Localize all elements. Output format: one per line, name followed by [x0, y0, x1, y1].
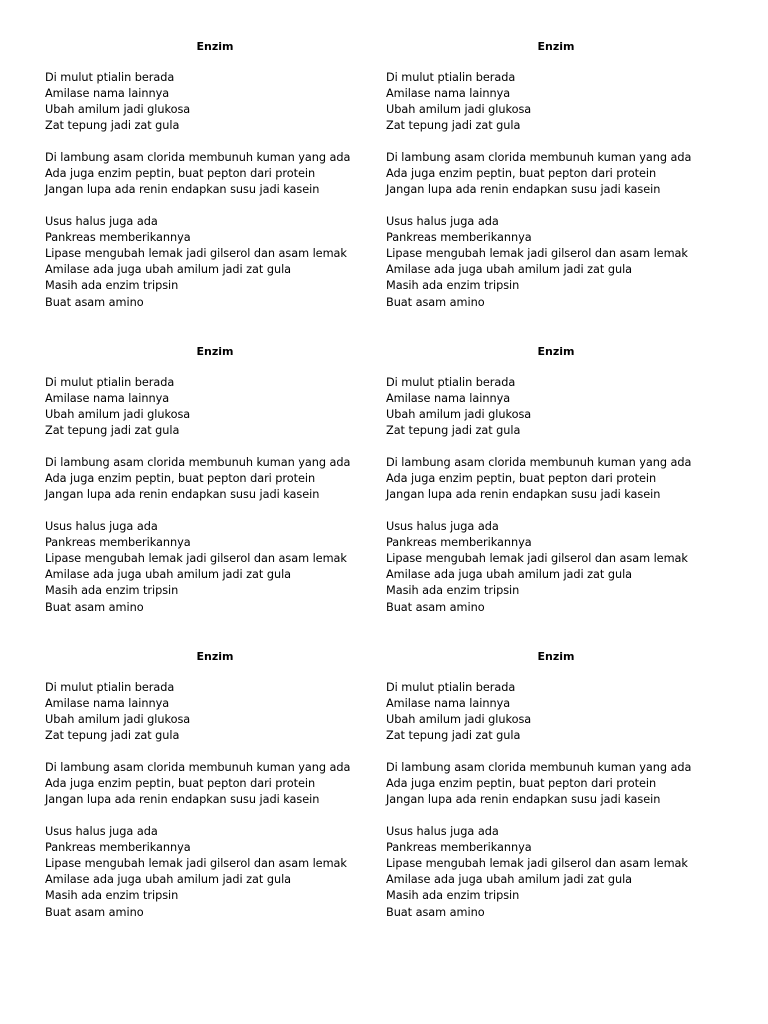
lyric-line: Jangan lupa ada renin endapkan susu jadi kasein: [45, 488, 320, 501]
lyric-line: Lipase mengubah lemak jadi gilserol dan asam lemak: [386, 857, 688, 870]
lyric-line: Pankreas memberikannya: [45, 841, 191, 854]
lyric-line: Jangan lupa ada renin endapkan susu jadi kasein: [386, 793, 661, 806]
lyric-line: Ada juga enzim peptin, buat pepton dari protein: [386, 472, 657, 485]
lyric-line: Ada juga enzim peptin, buat pepton dari protein: [386, 167, 657, 180]
lyric-line: Jangan lupa ada renin endapkan susu jadi kasein: [386, 183, 661, 196]
lyric-line: Pankreas memberikannya: [45, 231, 191, 244]
lyric-line: Pankreas memberikannya: [386, 536, 532, 549]
lyric-line: Masih ada enzim tripsin: [45, 889, 179, 902]
lyric-line: Amilase ada juga ubah amilum jadi zat gula: [386, 873, 633, 886]
lyric-line: Di mulut ptialin berada: [386, 681, 516, 694]
lyric-line: Lipase mengubah lemak jadi gilserol dan asam lemak: [45, 857, 347, 870]
lyric-line: Di lambung asam clorida membunuh kuman yang ada: [386, 151, 692, 164]
lyric-line: Ubah amilum jadi glukosa: [386, 103, 532, 116]
song-title: Enzim: [537, 40, 575, 53]
lyric-line: Usus halus juga ada: [386, 825, 499, 838]
lyric-line: Buat asam amino: [386, 601, 485, 614]
lyric-line: Amilase nama lainnya: [45, 392, 170, 405]
lyric-line: Zat tepung jadi zat gula: [386, 729, 521, 742]
lyric-line: Pankreas memberikannya: [386, 841, 532, 854]
lyric-line: Di lambung asam clorida membunuh kuman yang ada: [45, 761, 351, 774]
lyric-line: Usus halus juga ada: [386, 520, 499, 533]
lyric-line: Ada juga enzim peptin, buat pepton dari protein: [386, 777, 657, 790]
lyric-line: Masih ada enzim tripsin: [386, 889, 520, 902]
lyric-line: Di mulut ptialin berada: [45, 681, 175, 694]
lyric-line: Lipase mengubah lemak jadi gilserol dan asam lemak: [386, 247, 688, 260]
lyric-line: Buat asam amino: [386, 296, 485, 309]
lyric-line: Ada juga enzim peptin, buat pepton dari protein: [45, 472, 316, 485]
lyric-line: Amilase nama lainnya: [386, 392, 511, 405]
lyric-line: Buat asam amino: [45, 601, 144, 614]
lyric-line: Amilase ada juga ubah amilum jadi zat gula: [386, 263, 633, 276]
lyric-line: Amilase nama lainnya: [45, 87, 170, 100]
lyric-line: Masih ada enzim tripsin: [386, 279, 520, 292]
song-title: Enzim: [537, 345, 575, 358]
lyric-line: Amilase nama lainnya: [45, 697, 170, 710]
lyric-line: Di mulut ptialin berada: [45, 376, 175, 389]
lyric-line: Usus halus juga ada: [45, 825, 158, 838]
lyric-line: Jangan lupa ada renin endapkan susu jadi kasein: [386, 488, 661, 501]
lyric-line: Pankreas memberikannya: [45, 536, 191, 549]
lyric-line: Ada juga enzim peptin, buat pepton dari protein: [45, 167, 316, 180]
song-title: Enzim: [196, 40, 234, 53]
lyric-line: Lipase mengubah lemak jadi gilserol dan asam lemak: [45, 552, 347, 565]
lyric-line: Zat tepung jadi zat gula: [386, 424, 521, 437]
lyric-line: Buat asam amino: [45, 906, 144, 919]
lyric-line: Lipase mengubah lemak jadi gilserol dan asam lemak: [386, 552, 688, 565]
lyric-line: Usus halus juga ada: [386, 215, 499, 228]
lyric-line: Ubah amilum jadi glukosa: [45, 408, 191, 421]
lyric-line: Di mulut ptialin berada: [386, 376, 516, 389]
song-title: Enzim: [537, 650, 575, 663]
lyric-line: Di lambung asam clorida membunuh kuman yang ada: [45, 151, 351, 164]
lyric-line: Di lambung asam clorida membunuh kuman yang ada: [386, 761, 692, 774]
lyric-line: Ubah amilum jadi glukosa: [386, 713, 532, 726]
lyric-line: Amilase ada juga ubah amilum jadi zat gula: [45, 568, 292, 581]
lyric-line: Usus halus juga ada: [45, 215, 158, 228]
lyric-line: Di mulut ptialin berada: [386, 71, 516, 84]
lyric-line: Ada juga enzim peptin, buat pepton dari protein: [45, 777, 316, 790]
lyric-line: Buat asam amino: [45, 296, 144, 309]
lyric-line: Ubah amilum jadi glukosa: [386, 408, 532, 421]
lyric-line: Amilase nama lainnya: [386, 697, 511, 710]
lyric-line: Jangan lupa ada renin endapkan susu jadi kasein: [45, 793, 320, 806]
lyric-line: Zat tepung jadi zat gula: [386, 119, 521, 132]
lyric-line: Di lambung asam clorida membunuh kuman yang ada: [45, 456, 351, 469]
lyric-line: Masih ada enzim tripsin: [386, 584, 520, 597]
lyric-line: Amilase ada juga ubah amilum jadi zat gula: [45, 263, 292, 276]
lyric-line: Zat tepung jadi zat gula: [45, 729, 180, 742]
lyric-line: Amilase ada juga ubah amilum jadi zat gula: [386, 568, 633, 581]
lyric-line: Di lambung asam clorida membunuh kuman yang ada: [386, 456, 692, 469]
lyric-line: Usus halus juga ada: [45, 520, 158, 533]
lyric-line: Ubah amilum jadi glukosa: [45, 103, 191, 116]
lyric-line: Masih ada enzim tripsin: [45, 584, 179, 597]
lyric-line: Pankreas memberikannya: [386, 231, 532, 244]
lyric-line: Zat tepung jadi zat gula: [45, 119, 180, 132]
lyric-line: Amilase ada juga ubah amilum jadi zat gula: [45, 873, 292, 886]
lyric-line: Jangan lupa ada renin endapkan susu jadi kasein: [45, 183, 320, 196]
lyric-line: Masih ada enzim tripsin: [45, 279, 179, 292]
lyric-line: Di mulut ptialin berada: [45, 71, 175, 84]
lyric-line: Ubah amilum jadi glukosa: [45, 713, 191, 726]
lyric-line: Lipase mengubah lemak jadi gilserol dan asam lemak: [45, 247, 347, 260]
lyric-line: Amilase nama lainnya: [386, 87, 511, 100]
lyric-line: Zat tepung jadi zat gula: [45, 424, 180, 437]
song-title: Enzim: [196, 650, 234, 663]
lyric-line: Buat asam amino: [386, 906, 485, 919]
song-title: Enzim: [196, 345, 234, 358]
